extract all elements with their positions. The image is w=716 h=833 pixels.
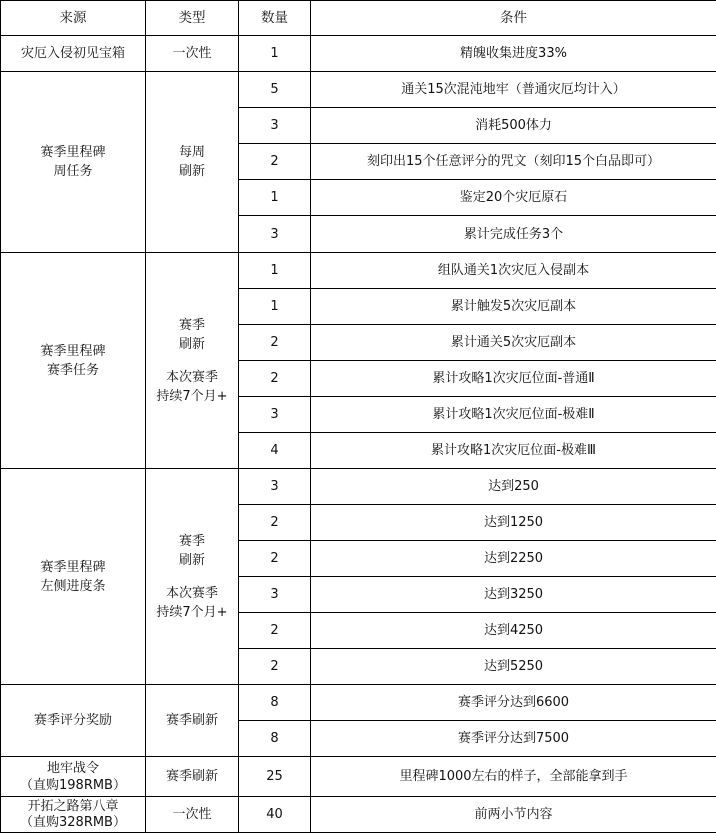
type-line: 本次赛季 [150, 368, 234, 387]
type-cell: 一次性 [146, 36, 239, 72]
source-cell [1, 72, 146, 253]
type-cell [146, 253, 239, 469]
count-cell: 2 [239, 144, 311, 180]
type-cell: 赛季刷新 [146, 757, 239, 797]
table-row [1, 469, 716, 505]
count-cell: 3 [239, 216, 311, 253]
type-line: 本次赛季 [150, 584, 234, 603]
spacer [150, 354, 234, 368]
source-line: 周任务 [5, 162, 141, 181]
source-line: 赛季任务 [5, 361, 141, 380]
condition-cell: 鉴定20个灾厄原石 [311, 180, 716, 216]
type-line: 持续7个月+ [150, 603, 234, 622]
condition-cell: 达到250 [311, 469, 716, 505]
header-condition: 条件 [311, 1, 716, 36]
type-line: 刷新 [150, 335, 234, 354]
table-row [1, 72, 716, 108]
source-cell [1, 757, 146, 797]
type-cell [146, 72, 239, 253]
count-cell: 2 [239, 649, 311, 685]
source-line: 赛季里程碑 [5, 143, 141, 162]
type-line: 赛季 [150, 532, 234, 551]
count-cell: 2 [239, 361, 311, 397]
source-line: （直购198RMB） [5, 777, 141, 794]
condition-cell: 累计通关5次灾厄副本 [311, 325, 716, 361]
source-line: 赛季里程碑 [5, 342, 141, 361]
condition-cell: 消耗500体力 [311, 108, 716, 144]
count-cell: 3 [239, 108, 311, 144]
condition-cell: 赛季评分达到6600 [311, 685, 716, 721]
condition-cell: 达到1250 [311, 505, 716, 541]
count-cell: 1 [239, 36, 311, 72]
condition-cell: 达到2250 [311, 541, 716, 577]
source-line: 地牢战令 [5, 760, 141, 777]
source-cell: 灾厄入侵初见宝箱 [1, 36, 146, 72]
count-cell: 5 [239, 72, 311, 108]
count-cell: 8 [239, 685, 311, 721]
table-row [1, 797, 716, 833]
condition-cell: 达到3250 [311, 577, 716, 613]
source-line: （直购328RMB） [5, 815, 141, 831]
count-cell: 2 [239, 505, 311, 541]
count-cell: 2 [239, 613, 311, 649]
source-cell: 赛季评分奖励 [1, 685, 146, 757]
header-row [1, 1, 716, 36]
condition-cell: 累计攻略1次灾厄位面-普通Ⅱ [311, 361, 716, 397]
count-cell: 1 [239, 180, 311, 216]
type-cell: 赛季刷新 [146, 685, 239, 757]
type-cell: 一次性 [146, 797, 239, 833]
type-line: 赛季 [150, 316, 234, 335]
condition-cell: 累计攻略1次灾厄位面-极难Ⅱ [311, 397, 716, 433]
source-line: 赛季里程碑 [5, 558, 141, 577]
count-cell: 1 [239, 289, 311, 325]
condition-cell: 刻印出15个任意评分的咒文（刻印15个白品即可） [311, 144, 716, 180]
table-row [1, 36, 716, 72]
condition-cell: 达到4250 [311, 613, 716, 649]
count-cell: 25 [239, 757, 311, 797]
condition-cell: 累计攻略1次灾厄位面-极难Ⅲ [311, 433, 716, 469]
count-cell: 3 [239, 469, 311, 505]
condition-cell: 赛季评分达到7500 [311, 721, 716, 757]
count-cell: 8 [239, 721, 311, 757]
source-cell [1, 797, 146, 833]
count-cell: 4 [239, 433, 311, 469]
count-cell: 40 [239, 797, 311, 833]
condition-cell: 里程碑1000左右的样子，全部能拿到手 [311, 757, 716, 797]
type-line: 每周 [150, 143, 234, 162]
table-row [1, 757, 716, 797]
header-type: 类型 [146, 1, 239, 36]
condition-cell: 累计完成任务3个 [311, 216, 716, 253]
type-cell [146, 469, 239, 685]
table-row [1, 685, 716, 721]
condition-cell: 通关15次混沌地牢（普通灾厄均计入） [311, 72, 716, 108]
condition-cell: 精魄收集进度33% [311, 36, 716, 72]
header-source: 来源 [1, 1, 146, 36]
spacer [150, 570, 234, 584]
condition-cell: 组队通关1次灾厄入侵副本 [311, 253, 716, 289]
type-line: 刷新 [150, 551, 234, 570]
count-cell: 1 [239, 253, 311, 289]
count-cell: 3 [239, 397, 311, 433]
condition-cell: 累计触发5次灾厄副本 [311, 289, 716, 325]
source-line: 左侧进度条 [5, 577, 141, 596]
type-line: 持续7个月+ [150, 387, 234, 406]
count-cell: 2 [239, 325, 311, 361]
source-line: 开拓之路第八章 [5, 799, 141, 815]
count-cell: 3 [239, 577, 311, 613]
table-row [1, 253, 716, 289]
condition-cell: 达到5250 [311, 649, 716, 685]
header-count: 数量 [239, 1, 311, 36]
source-cell [1, 253, 146, 469]
source-cell [1, 469, 146, 685]
type-line: 刷新 [150, 162, 234, 181]
count-cell: 2 [239, 541, 311, 577]
condition-cell: 前两小节内容 [311, 797, 716, 833]
